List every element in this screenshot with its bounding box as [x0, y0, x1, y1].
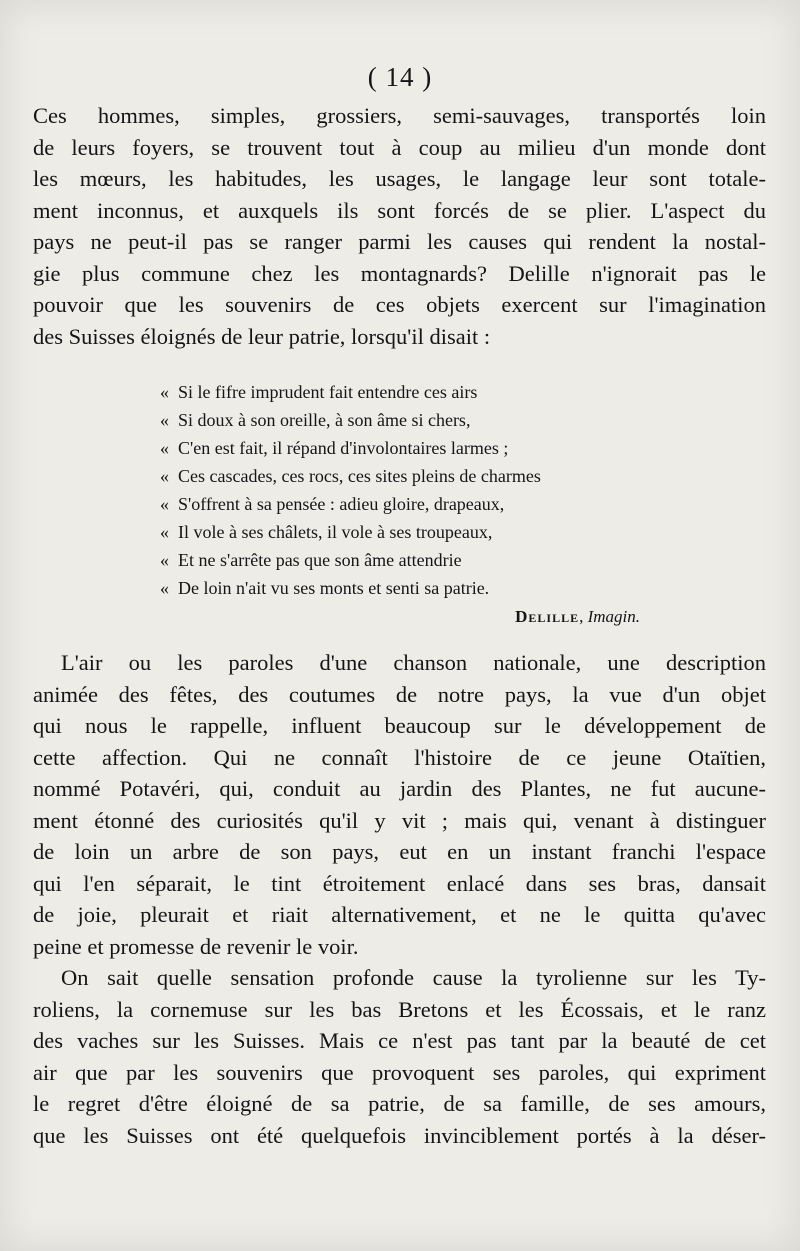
text-line: qui nous le rappelle, influent beaucoup sur le développement de — [33, 713, 766, 738]
verse-line — [160, 518, 660, 546]
quote-mark: « — [160, 382, 169, 402]
verse-text: Ces cascades, ces rocs, ces sites pleins de charmes — [178, 466, 541, 486]
quote-mark: « — [160, 550, 169, 570]
verse-author: Delille — [515, 607, 580, 626]
text-line: nommé Potavéri, qui, conduit au jardin des Plantes, ne fut aucune- — [33, 776, 766, 801]
verse-text: De loin n'ait vu ses monts et senti sa patrie. — [178, 578, 490, 598]
verse-line — [160, 574, 660, 602]
verse-text: Il vole à ses châlets, il vole à ses troupeaux, — [178, 522, 493, 542]
quote-mark: « — [160, 522, 169, 542]
text-line: des Suisses éloignés de leur patrie, lorsqu'il disait : — [33, 323, 491, 349]
text-line: qui l'en séparait, le tint étroitement enlacé dans ses bras, dansait — [33, 870, 766, 896]
text-line: gie plus commune chez les montagnards? Delille n'ignorait pas le — [33, 260, 766, 286]
text-line: de loin un arbre de son pays, eut en un instant franchi l'espace — [33, 839, 766, 864]
verse-text: S'offrent à sa pensée : adieu gloire, drapeaux, — [178, 494, 505, 514]
text-line: de joie, pleurait et riait alternativement, et ne le quitta qu'avec — [33, 902, 766, 927]
paragraph-1 — [33, 100, 766, 352]
text-line: ment inconnus, et auxquels ils sont forcés de se plier. L'aspect du — [33, 197, 766, 223]
quote-mark: « — [160, 494, 169, 514]
quote-mark: « — [160, 438, 169, 458]
verse-text: Et ne s'arrête pas que son âme attendrie — [178, 550, 462, 570]
verse-line — [160, 434, 660, 462]
verse-work: Imagin. — [587, 607, 640, 626]
text-line: de leurs foyers, se trouvent tout à coup au milieu d'un monde dont — [33, 134, 766, 160]
text-line: Ces hommes, simples, grossiers, semi-sauvages, transportés loin — [33, 103, 766, 128]
text-line: des vaches sur les Suisses. Mais ce n'est pas tant par la beauté de cet — [33, 1028, 766, 1053]
verse-line — [160, 378, 660, 406]
text-line: cette affection. Qui ne connaît l'histoire de ce jeune Otaïtien, — [33, 744, 766, 770]
attribution-separator: , — [579, 607, 588, 626]
verse-line — [160, 546, 660, 574]
verse-text: Si le fifre imprudent fait entendre ces airs — [178, 382, 478, 402]
paragraph-2 — [33, 647, 766, 962]
text-line: air que par les souvenirs que provoquent ses paroles, qui expriment — [33, 1059, 766, 1085]
text-line: On sait quelle sensation profonde cause la tyrolienne sur les Ty- — [61, 965, 766, 990]
paragraph-3 — [33, 962, 766, 1151]
verse-text: C'en est fait, il répand d'involontaires larmes ; — [178, 438, 509, 458]
verse-line — [160, 406, 660, 434]
verse-text: Si doux à son oreille, à son âme si chers, — [178, 410, 471, 430]
text-line: roliens, la cornemuse sur les bas Bretons et les Écossais, et le ranz — [33, 996, 766, 1022]
text-line: L'air ou les paroles d'une chanson nationale, une description — [61, 650, 766, 675]
verse-line — [160, 462, 660, 490]
verse-attribution — [160, 602, 660, 632]
quote-mark: « — [160, 466, 169, 486]
quote-mark: « — [160, 410, 169, 430]
text-line: pouvoir que les souvenirs de ces objets exercent sur l'imagination — [33, 292, 766, 317]
text-line: peine et promesse de revenir le voir. — [33, 933, 359, 959]
page-number: ( 14 ) — [367, 62, 433, 92]
text-line: les mœurs, les habitudes, les usages, le langage leur sont totale- — [33, 166, 766, 191]
text-line: pays ne peut-il pas se ranger parmi les causes qui rendent la nostal- — [33, 229, 766, 254]
verse-quotation — [160, 378, 660, 632]
text-line: que les Suisses ont été quelquefois invinciblement portés à la déser- — [33, 1122, 766, 1148]
text-line: ment étonné des curiosités qu'il y vit ; mais qui, venant à distinguer — [33, 807, 766, 833]
text-line: animée des fêtes, des coutumes de notre pays, la vue d'un objet — [33, 681, 766, 707]
quote-mark: « — [160, 578, 169, 598]
verse-line — [160, 490, 660, 518]
text-line: le regret d'être éloigné de sa patrie, de sa famille, de ses amours, — [33, 1091, 766, 1116]
